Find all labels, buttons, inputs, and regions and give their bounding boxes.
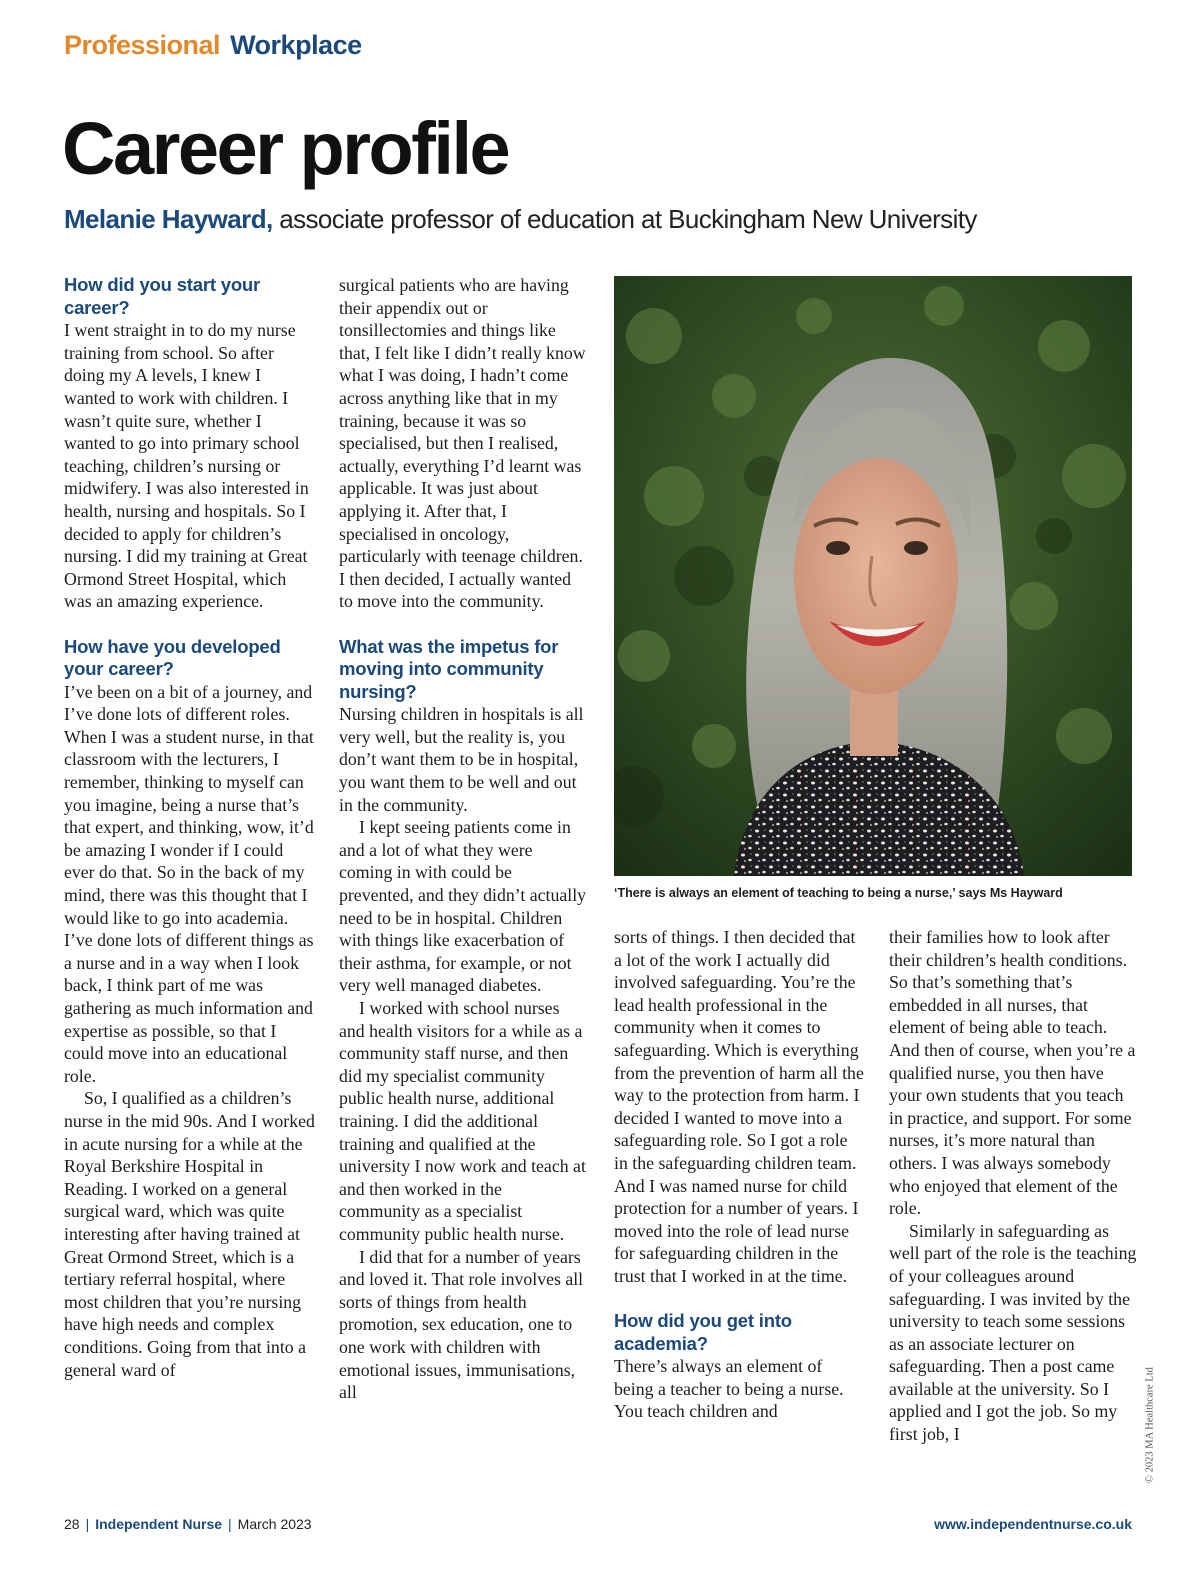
section-label bbox=[64, 28, 362, 62]
subsection-name: Workplace bbox=[230, 30, 362, 60]
copyright-notice bbox=[1140, 1360, 1160, 1490]
answer-paragraph: Similarly in safeguarding as well part of the role is the teaching of your colleagues around safeguarding. I was invited by the university to teach some sessions as an associate lecturer on safeguarding. Then a post came available at the university. So I applied and I got the job. So my first job, I bbox=[889, 1220, 1137, 1445]
answer-paragraph: I went straight in to do my nurse training from school. So after doing my A levels, I knew I wanted to work with children. I wasn’t quite sure, whether I wanted to go into primary school teaching, children’s nursing or midwifery. I was also interested in health, nursing and hospitals. So I decided to apply for children’s nursing. I did my training at Great Ormond Street Hospital, which was an amazing experience. bbox=[64, 320, 309, 612]
byline bbox=[64, 202, 977, 236]
photo-caption: ‘There is always an element of teaching to being a nurse,’ says Ms Hayward bbox=[614, 886, 1063, 900]
answer-paragraph: I did that for a number of years and loved it. That role involves all sorts of things from health promotion, sex education, one to one work with children with emotional issues, immunisations, all bbox=[339, 1246, 584, 1403]
answer-paragraph: So, I qualified as a children’s nurse in the mid 90s. And I worked in acute nursing for a while at the Royal Berkshire Hospital in Reading. I worked on a general surgical ward, which was quite interesting after having trained at Great Ormond Street, which is a tertiary referral hospital, where most children that you’re nursing have high needs and complex conditions. Going from that into a general ward of bbox=[64, 1088, 315, 1380]
question-heading: How did you start your career? bbox=[64, 274, 261, 318]
issue-date: March 2023 bbox=[237, 1516, 312, 1532]
answer-paragraph: I kept seeing patients come in and a lot of what they were coming in with could be prevented, and they didn’t actually need to be in hospital. Children with things like exacerbation of their asthma, for example, or not very well managed diabetes. bbox=[339, 817, 587, 996]
page-number: 28 bbox=[64, 1516, 80, 1532]
question-heading: How have you developed your career? bbox=[64, 635, 281, 680]
magazine-name: Independent Nurse bbox=[95, 1516, 223, 1532]
copyright-text: © 2023 MA Healthcare Ltd bbox=[1144, 1367, 1156, 1483]
portrait-photo bbox=[614, 276, 1132, 876]
answer-paragraph: sorts of things. I then decided that a lot of the work I actually did involved safeguarding. You’re the lead health professional in the community when it comes to safeguarding. Which is everything from the prevention of harm all the way to the protection from harm. I decided I wanted to move into a safeguarding role. So I got a role in the safeguarding children team. And I was named nurse for child protection for a number of years. I moved into the role of lead nurse for safeguarding children in the trust that I worked in at the time. bbox=[614, 927, 864, 1286]
answer-paragraph: I worked with school nurses and health visitors for a while as a community staff nurse, and then did my specialist community public health nurse, additional training. I did the additional training and qualified at the university I now work and teach at and then worked in the community as a specialist community public health nurse. bbox=[339, 998, 586, 1244]
person-role: associate professor of education at Buckingham New University bbox=[272, 204, 977, 234]
question-heading: What was the impetus for moving into community nursing? bbox=[339, 635, 559, 702]
page-title: Career profile bbox=[62, 107, 509, 190]
article-column-4 bbox=[889, 926, 1139, 1446]
website-link[interactable]: www.independentnurse.co.uk bbox=[934, 1516, 1132, 1532]
answer-paragraph: Nursing children in hospitals is all very well, but the reality is, you don’t want them to be in hospital, you want them to be well and out in the community. bbox=[339, 704, 584, 815]
answer-paragraph: I’ve been on a bit of a journey, and I’ve done lots of different roles. When I was a student nurse, in that classroom with the lecturers, I remember, thinking to myself can you imagine, being a nurse that’s that expert, and thinking, wow, it’d be amazing I wonder if I could ever do that. So in the back of my mind, there was this thought that I would like to go into academia. I’ve done lots of different things as a nurse and in a way when I look back, I think part of me was gathering as much information and expertise as possible, so that I could move into an educational role. bbox=[64, 681, 314, 1086]
page-footer: 28 | Independent Nurse | March 2023 bbox=[64, 1516, 312, 1532]
question-heading: How did you get into academia? bbox=[614, 1310, 792, 1354]
answer-paragraph: their families how to look after their children’s health conditions. So that’s something that’s embedded in all nurses, that element of being able to teach. And then of course, when you’re a qualified nurse, you then have your own students that you teach in practice, and support. For some nurses, it’s more natural than others. I was always somebody who enjoyed that element of the role. bbox=[889, 927, 1136, 1219]
article-column-1 bbox=[64, 274, 316, 1381]
answer-paragraph: There’s always an element of being a teacher to being a nurse. You teach children and bbox=[614, 1356, 844, 1422]
person-name: Melanie Hayward, bbox=[64, 204, 273, 234]
section-name: Professional bbox=[64, 30, 221, 60]
answer-paragraph: surgical patients who are having their appendix out or tonsillectomies and things like that, I felt like I didn’t really know what I was doing, I hadn’t come across anything like that in my training, because it was so specialised, but then I realised, actually, everything I’d learnt was applicable. It was just about applying it. After that, I specialised in oncology, particularly with teenage children. I then decided, I actually wanted to move into the community. bbox=[339, 275, 586, 612]
article-column-3 bbox=[614, 926, 864, 1423]
article-column-2 bbox=[339, 274, 587, 1404]
